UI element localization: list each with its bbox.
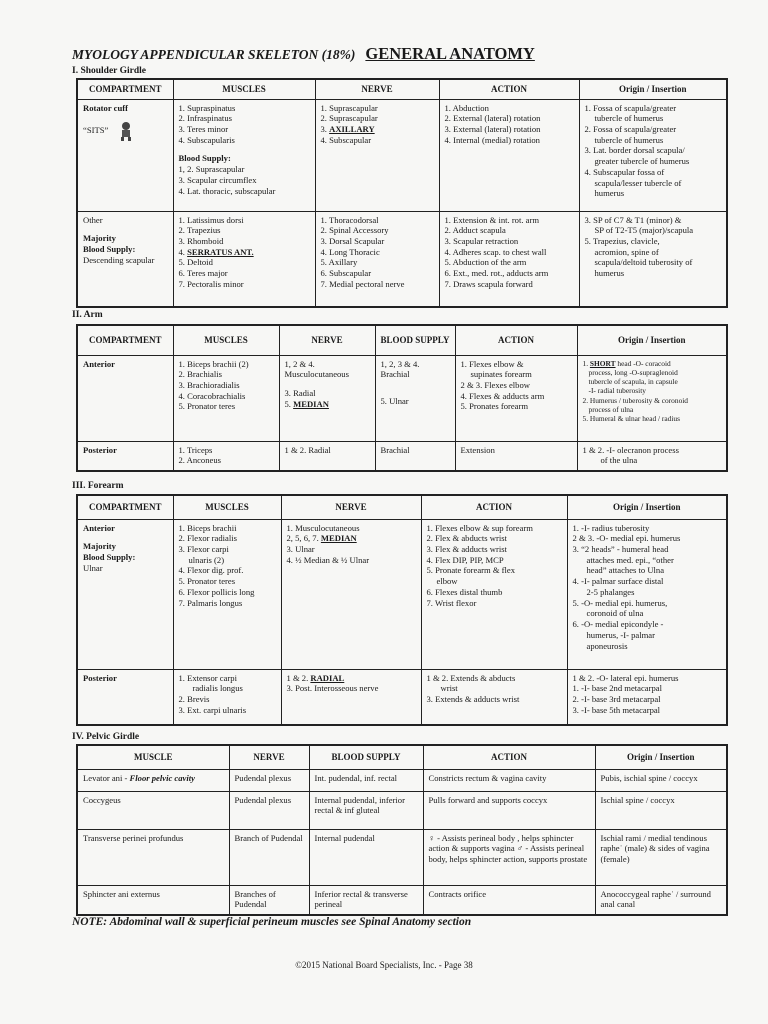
list-item: 2. Flex & abducts wrist bbox=[426, 533, 507, 544]
list-item: 5. Humeral & ulnar head / radius bbox=[582, 414, 680, 423]
col-header: COMPARTMENT bbox=[77, 325, 173, 355]
action-cell bbox=[455, 355, 577, 441]
list-item: 1, 2, 3 & 4. bbox=[380, 358, 420, 369]
list-item: 3. SP of C7 & T1 (minor) & bbox=[584, 214, 682, 225]
list-item: 3. Extends & adducts wrist bbox=[426, 693, 520, 704]
table-row bbox=[77, 829, 727, 885]
list-item: 2 & 3. Flexes elbow bbox=[460, 379, 530, 390]
majority-label: Majority bbox=[83, 541, 116, 552]
list-item: 5. MEDIAN bbox=[284, 398, 329, 409]
list-item: 4. Internal (medial) rotation bbox=[444, 134, 540, 145]
list-item: 3. Ulnar bbox=[286, 543, 315, 554]
list-item: supinates forearm bbox=[470, 369, 532, 380]
col-header: BLOOD SUPPLY bbox=[309, 745, 423, 769]
table-row bbox=[77, 355, 727, 441]
col-header: Origin / Insertion bbox=[577, 325, 727, 355]
list-item: process of ulna bbox=[588, 404, 634, 414]
list-item: 4. Subscapular fossa of bbox=[584, 166, 665, 177]
list-item: 5. Trapezius, clavicle, bbox=[584, 235, 660, 246]
list-item: 4. Adheres scap. to chest wall bbox=[444, 246, 547, 257]
list-item: 2-5 phalanges bbox=[586, 586, 635, 597]
list-item: 4. Coracobrachialis bbox=[178, 390, 246, 401]
list-item: 5. Pronator teres bbox=[178, 576, 236, 587]
muscle-cell: Coccygeus bbox=[77, 791, 229, 829]
list-item: 1. Abduction bbox=[444, 102, 489, 113]
compartment-title: Rotator cuff bbox=[83, 102, 128, 113]
list-item: 3. Lat. border dorsal scapula/ bbox=[584, 145, 685, 156]
list-item: 7. Wrist flexor bbox=[426, 597, 477, 608]
origin-cell bbox=[567, 669, 727, 725]
table-row bbox=[77, 885, 727, 915]
origin-cell: Pubis, ischial spine / coccyx bbox=[595, 769, 727, 791]
nerve-cell bbox=[281, 669, 421, 725]
list-item: 1. Extensor carpi bbox=[178, 672, 237, 683]
action-cell: Constricts rectum & vagina cavity bbox=[423, 769, 595, 791]
col-header: Origin / Insertion bbox=[567, 495, 727, 519]
action-cell: Pulls forward and supports coccyx bbox=[423, 791, 595, 829]
col-header: ACTION bbox=[421, 495, 567, 519]
nerve-cell bbox=[279, 355, 375, 441]
blood-cell: Internal pudendal bbox=[309, 829, 423, 885]
blood-cell bbox=[375, 355, 455, 441]
list-item: 4. Flex DIP, PIP, MCP bbox=[426, 554, 504, 565]
muscles-cell bbox=[173, 99, 315, 211]
list-item: 2. Brevis bbox=[178, 693, 210, 704]
origin-cell: Anococcygeal rapheˈ / surround anal canal bbox=[595, 885, 727, 915]
list-item: 2. -I- base 3rd metacarpal bbox=[572, 693, 661, 704]
list-item: 1. Flexes elbow & sup forearm bbox=[426, 522, 533, 533]
list-item: 2. Humerus / tuberosity & coronoid bbox=[582, 395, 689, 405]
list-item: 1. Fossa of scapula/greater bbox=[584, 102, 677, 113]
col-header: Origin / Insertion bbox=[579, 79, 727, 99]
list-item: 1. Latissimus dorsi bbox=[178, 214, 244, 225]
list-item: 3. Teres minor bbox=[178, 123, 229, 134]
list-item: 2. External (lateral) rotation bbox=[444, 113, 541, 124]
section-heading-shoulder: I. Shoulder Girdle bbox=[72, 66, 146, 76]
list-item: 7. Medial pectoral nerve bbox=[320, 278, 405, 289]
section-heading-forearm: III. Forearm bbox=[72, 481, 124, 491]
blood-cell: Int. pudendal, inf. rectal bbox=[309, 769, 423, 791]
table-row bbox=[77, 441, 727, 471]
list-item: 6. Subscapular bbox=[320, 268, 372, 279]
col-header: BLOOD SUPPLY bbox=[375, 325, 455, 355]
list-item: 1. Thoracodorsal bbox=[320, 214, 379, 225]
origin-cell bbox=[577, 355, 727, 441]
list-item: 1. Biceps brachii (2) bbox=[178, 358, 249, 369]
list-item: tubercle of scapula, in capsule bbox=[588, 377, 678, 386]
list-item: 7. Draws scapula forward bbox=[444, 278, 533, 289]
list-item: 3. -I- base 5th metacarpal bbox=[572, 704, 661, 715]
list-item: 4. ½ Median & ½ Ulnar bbox=[286, 554, 370, 565]
action-cell bbox=[421, 519, 567, 669]
list-item: ulnaris (2) bbox=[188, 554, 225, 565]
compartment-cell bbox=[77, 99, 173, 211]
list-item: 3. Dorsal Scapular bbox=[320, 235, 385, 246]
list-item: 5. Pronate forearm & flex bbox=[426, 565, 516, 576]
col-header: NERVE bbox=[279, 325, 375, 355]
col-header: MUSCLE bbox=[77, 745, 229, 769]
list-item: attaches med. epi., “other bbox=[586, 554, 674, 565]
table-row bbox=[77, 99, 727, 211]
list-item: head” attaches to Ulna bbox=[586, 565, 665, 576]
list-item: Musculocutaneous bbox=[284, 369, 349, 380]
list-item: 3. Scapular circumflex bbox=[178, 174, 257, 185]
col-header: MUSCLES bbox=[173, 325, 279, 355]
col-header: ACTION bbox=[423, 745, 595, 769]
muscles-cell bbox=[173, 669, 281, 725]
section-heading-pelvic: IV. Pelvic Girdle bbox=[72, 732, 140, 742]
list-item: 3. Flex & adducts wrist bbox=[426, 543, 507, 554]
muscles-cell bbox=[173, 441, 279, 471]
blood-cell: Internal pudendal, inferior rectal & inf gluteal bbox=[309, 791, 423, 829]
shoulder-table bbox=[76, 78, 728, 308]
action-cell: Contracts orifice bbox=[423, 885, 595, 915]
list-item: 7. Pectoralis minor bbox=[178, 278, 244, 289]
list-item: -I- radial tuberosity bbox=[588, 386, 646, 396]
note-text: NOTE: Abdominal wall & superficial perineum muscles see Spinal Anatomy section bbox=[72, 916, 472, 928]
section-heading-arm: II. Arm bbox=[72, 310, 103, 320]
list-item: 3. Ext. carpi ulnaris bbox=[178, 704, 247, 715]
list-item: 2. Brachialis bbox=[178, 369, 222, 380]
list-item: scapula/deltoid tuberosity of bbox=[594, 257, 693, 268]
list-item: 2. Anconeus bbox=[178, 455, 221, 466]
title-italic: MYOLOGY APPENDICULAR SKELETON (18%) bbox=[72, 47, 356, 62]
action-cell: ♀ - Assists perineal body , helps sphincter action & supports vagina ♂ - Assists perineal body, helps sphincter action, supports prostate bbox=[423, 829, 595, 885]
table-row bbox=[77, 519, 727, 669]
list-item: 4. Lat. thoracic, subscapular bbox=[178, 185, 276, 196]
page-title bbox=[72, 44, 712, 68]
list-item: 1 & 2. -O- lateral epi. humerus bbox=[572, 672, 679, 683]
list-item: radialis longus bbox=[192, 683, 243, 694]
list-item: 2, 5, 6, 7. MEDIAN bbox=[286, 533, 357, 544]
list-item: 6. Ext., med. rot., adducts arm bbox=[444, 268, 549, 279]
list-item: 4. Subscapular bbox=[320, 134, 372, 145]
list-item: 1. -I- radius tuberosity bbox=[572, 522, 650, 533]
list-item: 5. Ulnar bbox=[380, 395, 409, 406]
blood-supply-value: Descending scapular bbox=[83, 254, 155, 265]
sits-label: “SITS” bbox=[83, 125, 109, 136]
muscles-cell bbox=[173, 519, 281, 669]
list-item: 5. Abduction of the arm bbox=[444, 257, 527, 268]
col-header: ACTION bbox=[439, 79, 579, 99]
action-cell bbox=[439, 99, 579, 211]
action-cell bbox=[439, 211, 579, 307]
col-header: NERVE bbox=[229, 745, 309, 769]
list-item: of the ulna bbox=[600, 455, 638, 466]
list-item: 3. AXILLARY bbox=[320, 123, 375, 134]
page-footer: ©2015 National Board Specialists, Inc. - Page 38 bbox=[295, 960, 473, 970]
blood-supply-label: Blood Supply: bbox=[83, 243, 136, 254]
col-header: NERVE bbox=[281, 495, 421, 519]
col-header: COMPARTMENT bbox=[77, 495, 173, 519]
majority-label: Majority bbox=[83, 233, 116, 244]
list-item: 3. Scapular retraction bbox=[444, 235, 519, 246]
list-item: 1. Extension & int. rot. arm bbox=[444, 214, 540, 225]
list-item: elbow bbox=[436, 576, 458, 587]
table-row bbox=[77, 669, 727, 725]
compartment-cell bbox=[77, 211, 173, 307]
blood-supply-value: Ulnar bbox=[83, 562, 103, 573]
list-item: process, long -O-supraglenoid bbox=[588, 367, 678, 377]
forearm-table bbox=[76, 494, 728, 726]
compartment-cell: Posterior bbox=[77, 441, 173, 471]
list-item: tubercle of humerus bbox=[594, 113, 664, 124]
table-row bbox=[77, 791, 727, 829]
list-item: 2. Suprascapular bbox=[320, 113, 378, 124]
list-item: humerus bbox=[594, 268, 625, 279]
origin-cell: Ischial rami / medial tendinous rapheˈ (male) & sides of vagina (female) bbox=[595, 829, 727, 885]
list-item: tubercle of humerus bbox=[594, 134, 664, 145]
nerve-cell: Branch of Pudendal bbox=[229, 829, 309, 885]
col-header: MUSCLES bbox=[173, 495, 281, 519]
list-item: 3. Post. Interosseous nerve bbox=[286, 683, 379, 694]
list-item: humerus, -I- palmar bbox=[586, 629, 655, 640]
nerve-cell bbox=[281, 519, 421, 669]
list-item: 4. Flexor dig. prof. bbox=[178, 565, 244, 576]
list-item: aponeurosis bbox=[586, 640, 628, 651]
origin-cell bbox=[567, 519, 727, 669]
list-item: 1, 2. Suprascapular bbox=[178, 164, 245, 175]
col-header: Origin / Insertion bbox=[595, 745, 727, 769]
list-item: 1 & 2. Extends & abducts bbox=[426, 672, 516, 683]
list-item: 2 & 3. -O- medial epi. humerus bbox=[572, 533, 681, 544]
col-header: MUSCLES bbox=[173, 79, 315, 99]
list-item: 1. Triceps bbox=[178, 444, 213, 455]
list-item: 4. Flexes & adducts arm bbox=[460, 390, 545, 401]
list-item: 4. Long Thoracic bbox=[320, 246, 380, 257]
nerve-cell: Branches of Pudendal bbox=[229, 885, 309, 915]
action-cell bbox=[421, 669, 567, 725]
list-item: 1. Musculocutaneous bbox=[286, 522, 360, 533]
list-item: 6. Flexor pollicis long bbox=[178, 586, 255, 597]
compartment-title: Other bbox=[83, 214, 103, 225]
title-main: GENERAL ANATOMY bbox=[365, 44, 535, 63]
list-item: coronoid of ulna bbox=[586, 608, 644, 619]
list-item: 5. Pronates forearm bbox=[460, 401, 529, 412]
muscle-cell: Transverse perinei profundus bbox=[77, 829, 229, 885]
action-cell: Extension bbox=[455, 441, 577, 471]
list-item: 2. Spinal Accessory bbox=[320, 225, 389, 236]
list-item: 3. “2 heads” - humeral head bbox=[572, 543, 669, 554]
list-item: 1 & 2. RADIAL bbox=[286, 672, 345, 683]
compartment-title: Anterior bbox=[83, 522, 115, 533]
col-header: NERVE bbox=[315, 79, 439, 99]
list-item: 5. Pronator teres bbox=[178, 401, 236, 412]
list-item: 1, 2 & 4. bbox=[284, 358, 315, 369]
muscle-cell: Sphincter ani externus bbox=[77, 885, 229, 915]
origin-cell: Ischial spine / coccyx bbox=[595, 791, 727, 829]
list-item: SP of T2-T5 (major)/scapula bbox=[594, 225, 694, 236]
compartment-cell: Posterior bbox=[77, 669, 173, 725]
list-item: 1. SHORT head -O- coracoid bbox=[582, 358, 671, 368]
list-item: 1. Suprascapular bbox=[320, 102, 378, 113]
list-item: 1. Flexes elbow & bbox=[460, 358, 524, 369]
list-item: 2. Infraspinatus bbox=[178, 113, 232, 124]
compartment-cell: Anterior bbox=[77, 355, 173, 441]
list-item: 5. Deltoid bbox=[178, 257, 213, 268]
blood-cell: Brachial bbox=[375, 441, 455, 471]
cartoon-figure-icon bbox=[118, 121, 134, 141]
list-item: 1. Supraspinatus bbox=[178, 102, 236, 113]
origin-cell bbox=[579, 99, 727, 211]
compartment-cell bbox=[77, 519, 173, 669]
list-item: 1. -I- base 2nd metacarpal bbox=[572, 683, 662, 694]
nerve-cell: Pudendal plexus bbox=[229, 769, 309, 791]
table-row bbox=[77, 769, 727, 791]
list-item: 3. Brachioradialis bbox=[178, 379, 240, 390]
list-item: 7. Palmaris longus bbox=[178, 597, 243, 608]
list-item: greater tubercle of humerus bbox=[594, 156, 690, 167]
nerve-cell bbox=[315, 211, 439, 307]
list-item: humerus bbox=[594, 188, 625, 199]
blood-supply-title: Blood Supply: bbox=[178, 153, 231, 164]
list-item: Brachial bbox=[380, 369, 410, 380]
list-item: 3. Flexor carpi bbox=[178, 543, 229, 554]
list-item: 3. Radial bbox=[284, 387, 316, 398]
list-item: scapula/lesser tubercle of bbox=[594, 177, 682, 188]
list-item: 2. Adduct scapula bbox=[444, 225, 506, 236]
table-row bbox=[77, 211, 727, 307]
list-item: 3. Rhomboid bbox=[178, 235, 224, 246]
list-item: 6. -O- medial epicondyle - bbox=[572, 619, 664, 630]
origin-cell bbox=[579, 211, 727, 307]
col-header: ACTION bbox=[455, 325, 577, 355]
list-item: acromion, spine of bbox=[594, 246, 659, 257]
pelvic-table bbox=[76, 744, 728, 916]
arm-table bbox=[76, 324, 728, 472]
col-header: COMPARTMENT bbox=[77, 79, 173, 99]
nerve-cell bbox=[315, 99, 439, 211]
muscles-cell bbox=[173, 355, 279, 441]
list-item: 5. -O- medial epi. humerus, bbox=[572, 597, 668, 608]
list-item: 2. Fossa of scapula/greater bbox=[584, 123, 677, 134]
muscle-cell: Levator ani - Floor pelvic cavity bbox=[77, 769, 229, 791]
list-item: 6. Teres major bbox=[178, 268, 228, 279]
list-item: 4. Subscapularis bbox=[178, 134, 235, 145]
nerve-cell: 1 & 2. Radial bbox=[279, 441, 375, 471]
list-item: 6. Flexes distal thumb bbox=[426, 586, 503, 597]
list-item: 5. Axillary bbox=[320, 257, 358, 268]
nerve-cell: Pudendal plexus bbox=[229, 791, 309, 829]
blood-supply-label: Blood Supply: bbox=[83, 551, 136, 562]
blood-cell: Inferior rectal & transverse perineal bbox=[309, 885, 423, 915]
list-item: wrist bbox=[440, 683, 458, 694]
list-item: 4. SERRATUS ANT. bbox=[178, 246, 254, 257]
list-item: 1 & 2. -I- olecranon process bbox=[582, 444, 679, 455]
list-item: 4. -I- palmar surface distal bbox=[572, 576, 664, 587]
origin-cell bbox=[577, 441, 727, 471]
list-item: 2. Trapezius bbox=[178, 225, 221, 236]
list-item: 1. Biceps brachii bbox=[178, 522, 237, 533]
list-item: 3. External (lateral) rotation bbox=[444, 123, 541, 134]
muscles-cell bbox=[173, 211, 315, 307]
list-item: 2. Flexor radialis bbox=[178, 533, 237, 544]
